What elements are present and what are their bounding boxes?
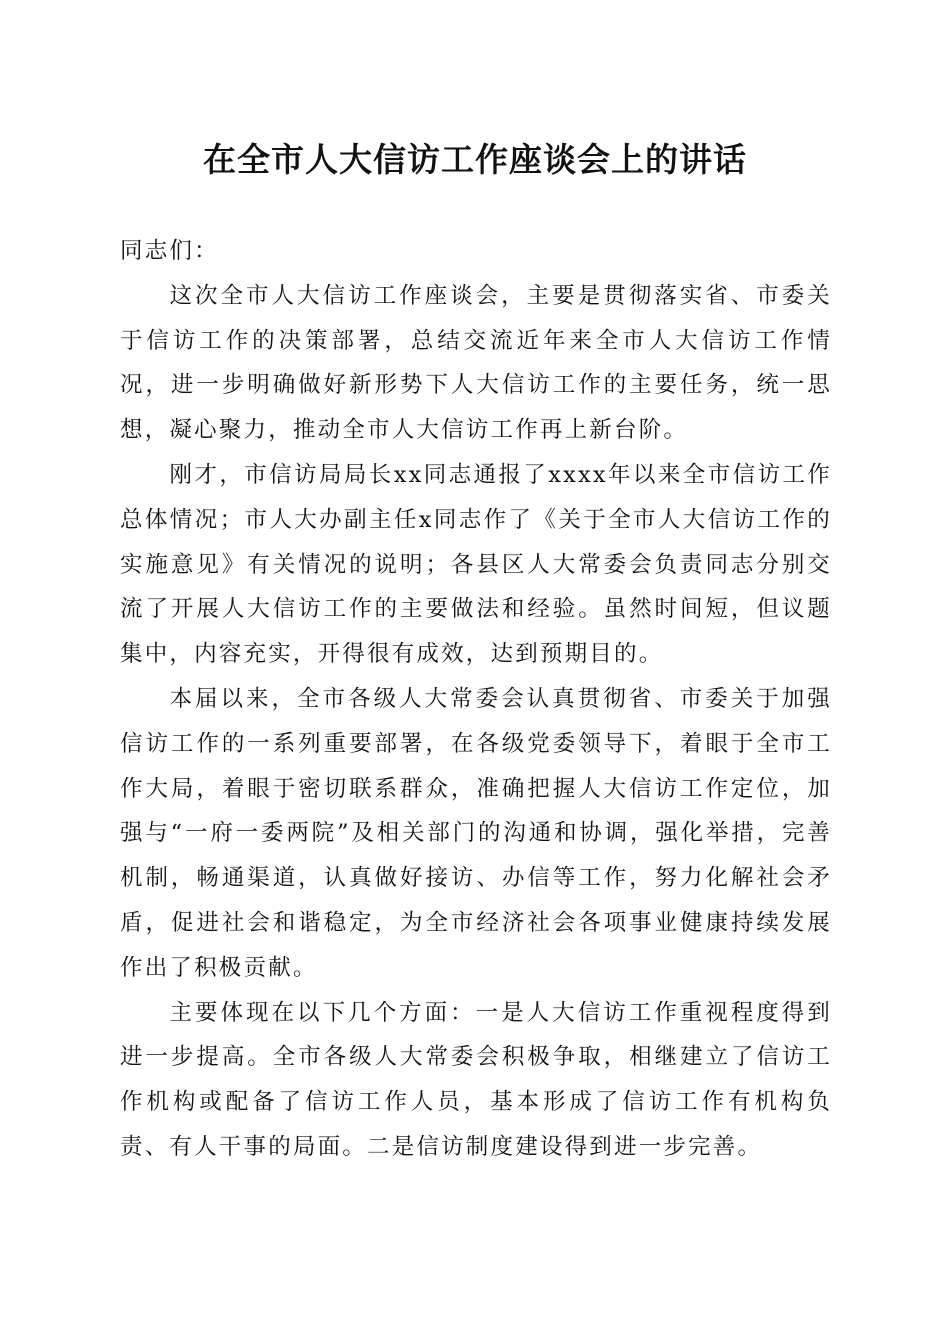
paragraph-2: 刚才，市信访局局长xx同志通报了xxxx年以来全市信访工作总体情况；市人大办副主任x同志作了《关于全市人大信访工作的实施意见》有关情况的说明；各县区人大常委会负责同志分别交流了开展人大信访工作的主要做法和经验。虽然时间短，但议题集中，内容充实，开得很有成效，达到预期目的。 [120,461,832,668]
salutation: 同志们： [120,238,219,264]
paragraph-3: 本届以来，全市各级人大常委会认真贯彻省、市委关于加强信访工作的一系列重要部署，在各级党委领导下，着眼于全市工作大局，着眼于密切联系群众，准确把握人大信访工作定位，加强与“一府一委两院”及相关部门的沟通和协调，强化举措，完善机制，畅通渠道，认真做好接访、办信等工作，努力化解社会矛盾，促进社会和谐稳定，为全市经济社会各项事业健康持续发展作出了积极贡献。 [120,685,832,981]
document-title: 在全市人大信访工作座谈会上的讲话 [203,140,747,179]
paragraph-4: 主要体现在以下几个方面：一是人大信访工作重视程度得到进一步提高。全市各级人大常委会积极争取，相继建立了信访工作机构或配备了信访工作人员，基本形成了信访工作有机构负责、有人干事的局面。二是信访制度建设得到进一步完善。 [120,999,832,1160]
document-body [120,229,832,1170]
paragraph-1: 这次全市人大信访工作座谈会，主要是贯彻落实省、市委关于信访工作的决策部署，总结交流近年来全市人大信访工作情况，进一步明确做好新形势下人大信访工作的主要任务，统一思想，凝心聚力，推动全市人大信访工作再上新台阶。 [120,282,832,444]
